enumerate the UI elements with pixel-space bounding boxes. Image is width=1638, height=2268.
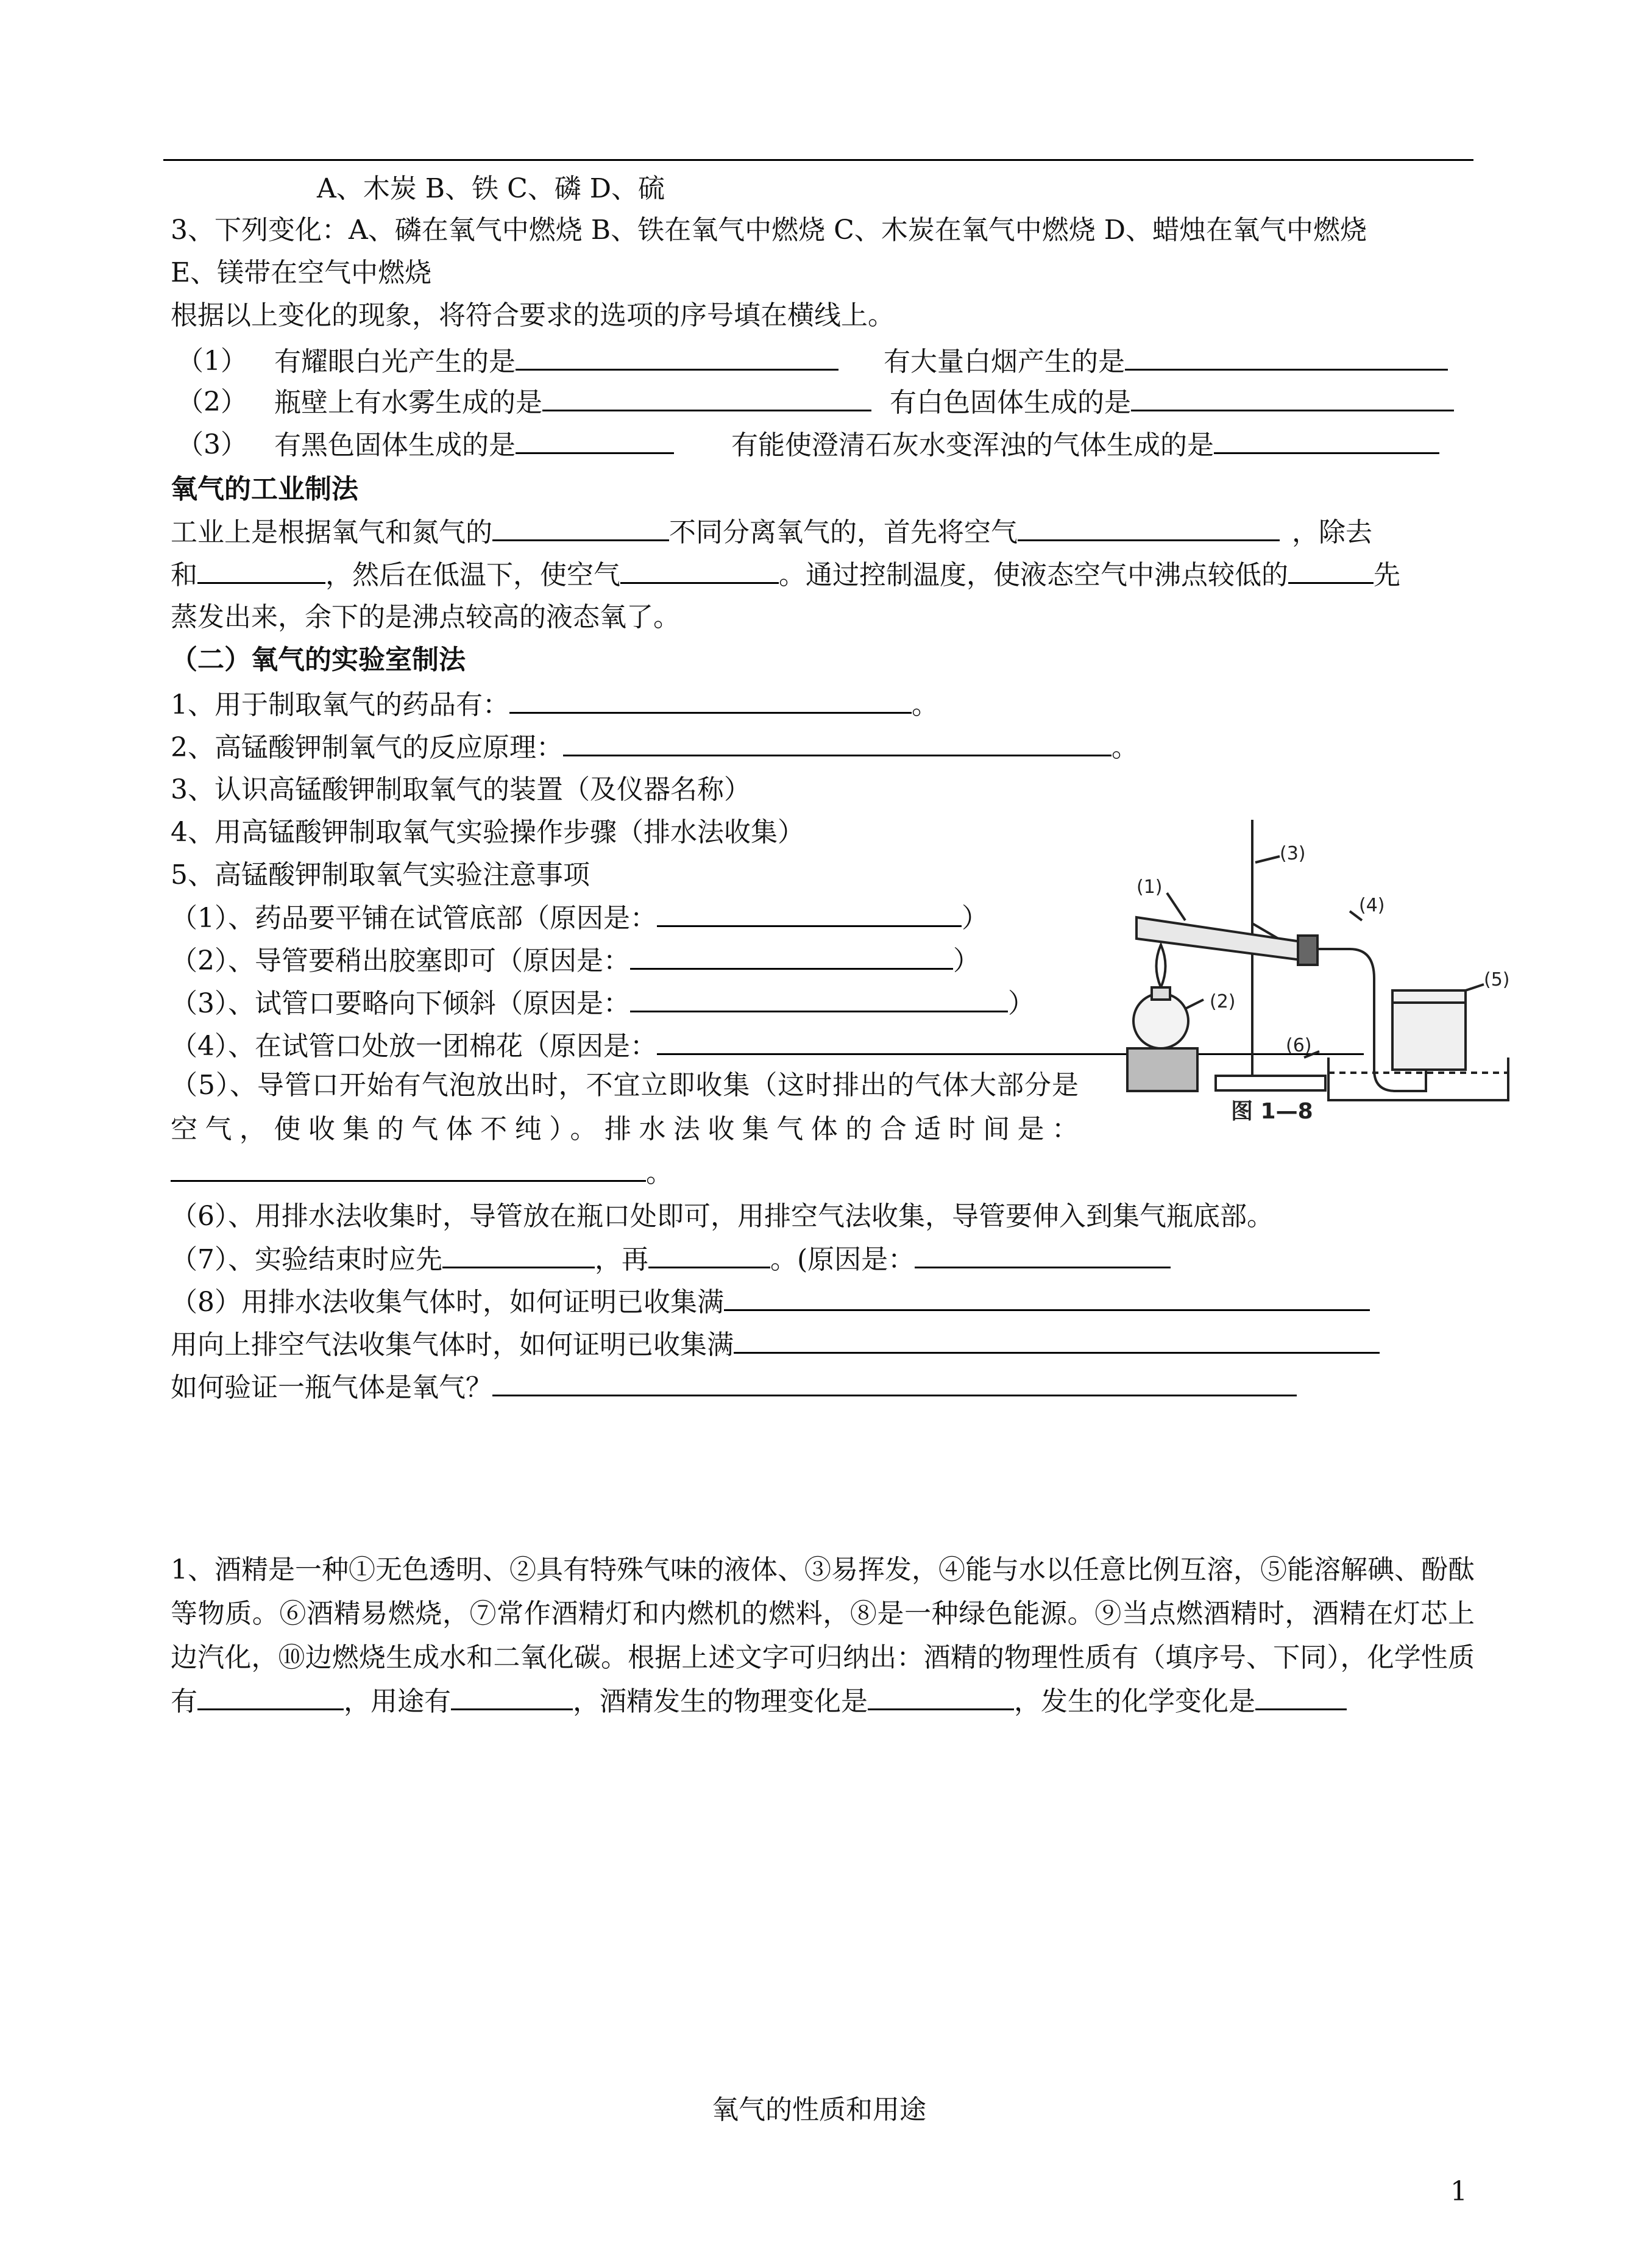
lab-heading: （二）氧气的实验室制法: [171, 644, 466, 675]
lab-note-6: （6）、用排水法收集时，导管放在瓶口处即可，用排空气法收集，导管要伸入到集气瓶底部。: [171, 1201, 1274, 1232]
q3-item-1-a: 有耀眼白光产生的是: [274, 344, 838, 379]
q3-item-3-num: （3）: [177, 429, 247, 460]
stopper: [1298, 936, 1317, 965]
alcohol-question: 1、酒精是一种①无色透明、②具有特殊气味的液体、③易挥发，④能与水以任意比例互溶，⑤能溶解碘、酚酞等物质。⑥酒精易燃烧，⑦常作酒精灯和内燃机的燃料，⑧是一种绿色能源。⑨当点燃酒精时，酒精在灯芯上边汽化，⑩边燃烧生成水和二氧化碳。根据上述文字可归纳出：酒精的物理性质有（填序号、下同），化学性质有 ，用途有 ，酒精发生的物理变化是 ，发生的化学变化是: [171, 1554, 1475, 1717]
blank[interactable]: [1288, 558, 1374, 584]
industrial-line1: 工业上是根据氧气和氮气的 不同分离氧气的，首先将空气 ，除去: [171, 515, 1372, 550]
blank[interactable]: [630, 986, 1008, 1012]
lamp-block: [1127, 1048, 1197, 1091]
q3-item-2-a: 瓶壁上有水雾生成的是: [274, 385, 871, 420]
blank[interactable]: [563, 730, 1112, 756]
figure-label-1: (1): [1136, 876, 1163, 898]
q3-item-2-num: （2）: [177, 386, 247, 418]
lab-note-2: （2）、导管要稍出胶塞即可（原因是： ）: [171, 944, 980, 978]
q3-item-3-a: 有黑色固体生成的是: [274, 428, 674, 463]
blank[interactable]: [1255, 1684, 1347, 1710]
q3-item-1-num: （1）: [177, 346, 247, 377]
lab-step-1: 1、用于制取氧气的药品有： 。: [171, 688, 938, 722]
blank[interactable]: [492, 1370, 1297, 1396]
figure-caption: 图 1—8: [1231, 1099, 1313, 1124]
blank[interactable]: [1214, 428, 1439, 454]
blank[interactable]: [657, 901, 962, 927]
figure-label-2: (2): [1210, 991, 1236, 1012]
blank[interactable]: [648, 1242, 770, 1268]
industrial-heading: 氧气的工业制法: [171, 474, 358, 505]
blank[interactable]: [620, 558, 779, 584]
lab-note-9: 用向上排空气法收集气体时，如何证明已收集满: [171, 1328, 1380, 1362]
blank[interactable]: [542, 385, 871, 411]
blank[interactable]: [1125, 344, 1448, 371]
page-number: 1: [1450, 2176, 1467, 2207]
figure-label-5: (5): [1484, 969, 1510, 990]
q3-item-1-b: 有大量白烟产生的是: [884, 344, 1448, 379]
header-rule: [163, 159, 1473, 161]
question-3-line2: E、镁带在空气中燃烧: [171, 257, 432, 288]
lab-note-1: （1）、药品要平铺在试管底部（原因是： ）: [171, 901, 988, 936]
lab-step-5: 5、高锰酸钾制取氧气实验注意事项: [171, 859, 590, 890]
blank[interactable]: [197, 558, 325, 584]
figure-label-3: (3): [1280, 843, 1306, 864]
blank[interactable]: [197, 1684, 344, 1710]
lab-step-4: 4、用高锰酸钾制取氧气实验操作步骤（排水法收集）: [171, 817, 804, 848]
lab-note-8: （8）用排水法收集气体时，如何证明已收集满: [171, 1285, 1370, 1320]
lab-note-4: （4）、在试管口处放一团棉花（原因是：: [171, 1029, 1364, 1064]
stand-base: [1216, 1076, 1325, 1090]
blank[interactable]: [492, 515, 669, 541]
figure-label-4: (4): [1359, 895, 1385, 916]
lab-step-2: 2、高锰酸钾制氧气的反应原理： 。: [171, 730, 1138, 765]
lab-note-7: （7）、实验结束时应先 ，再 。(原因是：: [171, 1242, 1171, 1277]
figure-label-6: (6): [1286, 1035, 1312, 1056]
lab-note-10: 如何验证一瓶气体是氧气？: [171, 1370, 1297, 1405]
flame: [1157, 945, 1166, 987]
blank[interactable]: [509, 688, 912, 714]
blank[interactable]: [451, 1684, 573, 1710]
question-3-instruction: 根据以上变化的现象，将符合要求的选项的序号填在横线上。: [171, 300, 895, 331]
blank[interactable]: [915, 1242, 1171, 1268]
blank[interactable]: [442, 1242, 595, 1268]
industrial-line3: 蒸发出来，余下的是沸点较高的液态氧了。: [171, 602, 680, 633]
oxygen-apparatus-figure: [1118, 814, 1517, 1125]
question-3-line1: 3、下列变化：A、磷在氧气中燃烧 B、铁在氧气中燃烧 C、木炭在氧气中燃烧 D、蜡烛在氧气中燃烧: [171, 215, 1367, 246]
blank[interactable]: [630, 944, 953, 970]
q3-item-2-b: 有白色固体生成的是: [890, 385, 1454, 420]
blank[interactable]: [734, 1328, 1380, 1354]
blank[interactable]: [171, 1156, 646, 1182]
test-tube: [1136, 917, 1301, 960]
industrial-line2: 和 ，然后在低温下，使空气 。通过控制温度，使液态空气中沸点较低的 先: [171, 558, 1400, 592]
blank[interactable]: [516, 428, 674, 454]
alcohol-lamp: [1133, 994, 1188, 1048]
blank[interactable]: [868, 1684, 1014, 1710]
footer-title: 氧气的性质和用途: [712, 2094, 926, 2125]
lab-note-5: （5）、导管口开始有气泡放出时，不宜立即收集（这时排出的气体大部分是空气，使收集的气体不纯）。排水法收集气体的合适时间是：。: [171, 1070, 1079, 1189]
q3-item-3-b: 有能使澄清石灰水变浑浊的气体生成的是: [731, 428, 1439, 463]
blank[interactable]: [516, 344, 838, 371]
lab-note-3: （3）、试管口要略向下倾斜（原因是： ）: [171, 986, 1035, 1021]
question-options: A、木炭 B、铁 C、磷 D、硫: [317, 173, 665, 204]
blank[interactable]: [1018, 515, 1280, 541]
lab-step-3: 3、认识高锰酸钾制取氧气的装置（及仪器名称）: [171, 774, 751, 805]
blank[interactable]: [724, 1285, 1370, 1311]
blank[interactable]: [1131, 385, 1454, 411]
